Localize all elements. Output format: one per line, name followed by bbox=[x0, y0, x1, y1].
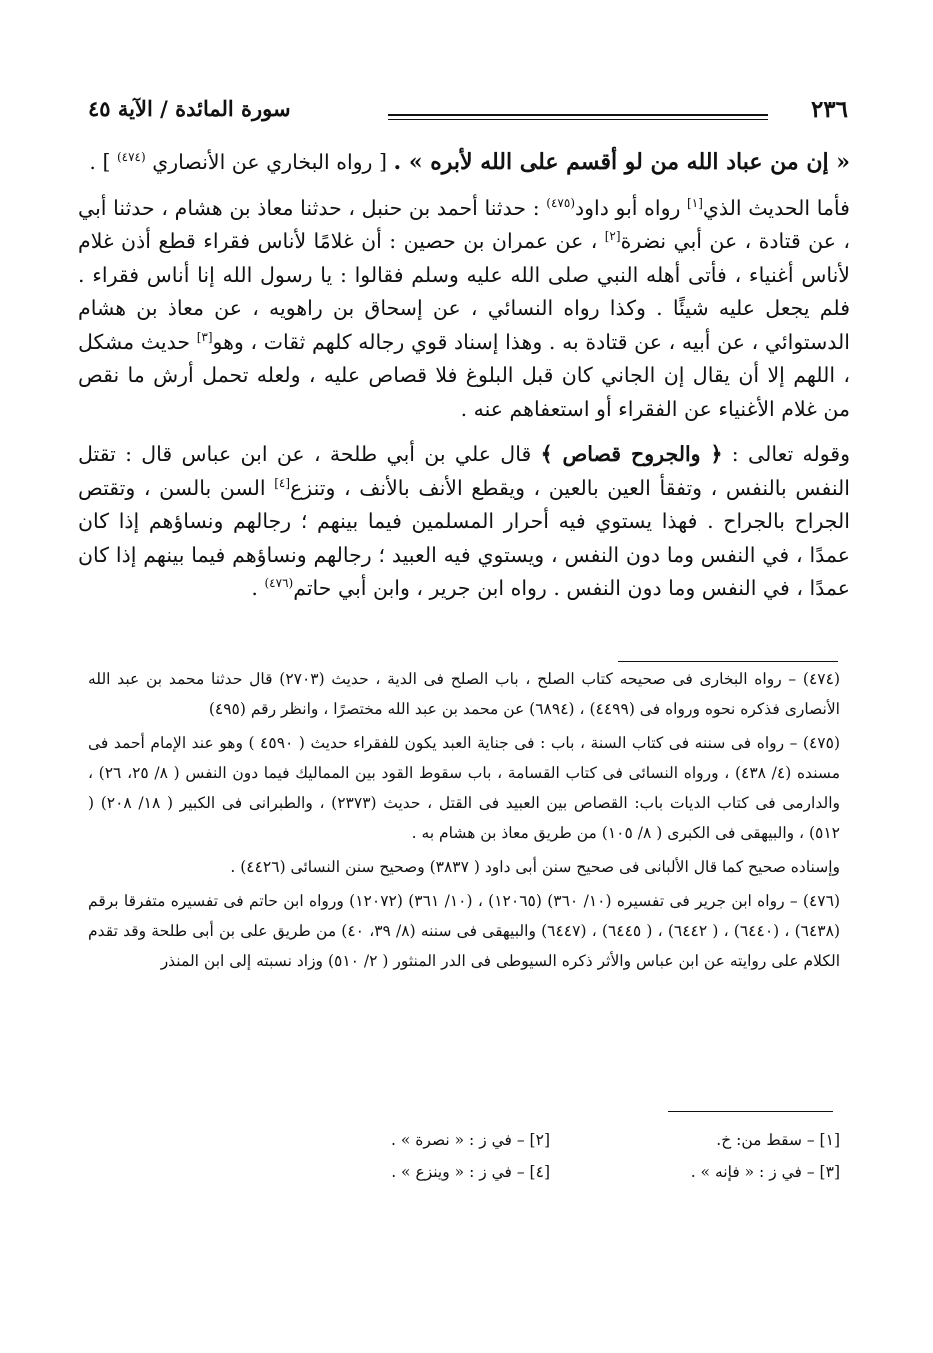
quran-quote: ﴿ والجروح قصاص ﴾ bbox=[540, 442, 723, 466]
text-span: [ رواه البخاري عن الأنصاري bbox=[152, 150, 387, 174]
text-span: السن بالسن ، وتقتص الجراح بالجراح . فهذا يستوي فيه أحرار المسلمين فيما بينهم ؛ رجالهم ونساؤهم إذا كان عمدًا ، في النفس وما دون النفس ، ويستوي فيه العبيد ؛ رجالهم ونساؤهم فيما بينهم إذا كان عمدًا ، في النفس وما دون النفس . رواه ابن جرير ، وابن أبي حاتم bbox=[78, 475, 850, 600]
page-number: ٢٣٦ bbox=[810, 96, 848, 123]
footnote-ref-474[interactable]: (٤٧٤) bbox=[116, 150, 146, 165]
text-span: قال علي بن أبي طلحة ، عن ابن عباس قال : تقتل النفس بالنفس ، وتفقأ العين بالعين ، ويقطع الأنف بالأنف ، وتنزع bbox=[78, 442, 850, 500]
text-span: ، عن عمران بن حصين : أن غلامًا لأناس فقراء قطع أذن غلام لأناس أغنياء ، فأتى أهله النبي صلى الله عليه وسلم فقالوا : يا رسول الله إنا أناس فقراء . فلم يجعل عليه شيئًا . وكذا رواه النسائي ، عن إسحاق بن راهويه ، عن معاذ بن هشام الدستوائي ، عن أبيه ، عن قتادة به . وهذا إسناد قوي رجاله كلهم ثقات ، وهو bbox=[78, 229, 850, 354]
page-header bbox=[88, 96, 848, 130]
variant-note-4: [٤] – في ز : « وينزع » . bbox=[391, 1163, 550, 1181]
manuscript-variants bbox=[220, 1124, 840, 1188]
variant-note-3: [٣] – في ز : « فإنه » . bbox=[690, 1163, 840, 1181]
header-rule bbox=[388, 114, 768, 120]
text-span: ] . bbox=[89, 150, 111, 174]
variants-divider bbox=[668, 1111, 833, 1112]
variant-ref-1[interactable]: [١] bbox=[687, 195, 703, 210]
footnote-ref-476[interactable]: (٤٧٦) bbox=[264, 576, 294, 591]
variant-note-2: [٢] – في ز : « نصرة » . bbox=[391, 1131, 550, 1149]
variant-ref-4[interactable]: [٤] bbox=[274, 475, 291, 490]
variant-note-1: [١] – سقط من: خ. bbox=[716, 1131, 840, 1149]
variants-row bbox=[220, 1156, 840, 1188]
text-span: رواه أبو داود bbox=[575, 195, 681, 220]
footnote-475-grading: وإسناده صحيح كما قال الألبانى فى صحيح سنن أبى داود ( ٣٨٣٧) وصحيح سنن النسائى (٤٤٢٦) . bbox=[230, 858, 840, 876]
paragraph-abu-dawud bbox=[78, 192, 850, 427]
text-span: : حدثنا أحمد بن حنبل ، حدثنا معاذ بن هشام ، حدثنا أبي ، عن قتادة ، عن أبي نضرة bbox=[78, 195, 850, 253]
main-text bbox=[78, 146, 850, 618]
hadith-quote: « إن من عباد الله من لو أقسم على الله لأبره » . bbox=[393, 149, 850, 175]
variant-ref-2[interactable]: [٢] bbox=[604, 229, 621, 244]
footnote-475: (٤٧٥) – رواه فى سننه فى كتاب السنة ، باب : فى جناية العبد يكون للفقراء حديث ( ٤٥٩٠ ) وهو عند الإمام أحمد فى مسنده (٤/ ٤٣٨) ، ورواه النسائى فى كتاب القسامة ، باب سقوط القود بين المماليك فيما دون النفس ( ٨/ ٢٥، ٢٦) ، والدارمى فى كتاب الديات باب: القصاص بين العبيد فى القتل ، حديث (٢٣٧٣) ، والطبرانى فى الكبير ( ١٨/ ٢٠٨) ( ٥١٢) ، والبيهقى فى الكبرى ( ٨/ ١٠٥) من طريق معاذ بن هشام به . bbox=[88, 734, 841, 842]
surah-title: سورة المائدة / الآية ٤٥ bbox=[88, 96, 291, 121]
paragraph-hadith bbox=[78, 146, 850, 180]
text-span: . bbox=[251, 576, 258, 600]
footnotes bbox=[88, 664, 840, 980]
variants-row bbox=[220, 1124, 840, 1156]
text-span: وقوله تعالى : bbox=[731, 442, 851, 466]
text-span: حديث مشكل ، اللهم إلا أن يقال إن الجاني كان قبل البلوغ فلا قصاص عليه ، ولعله تحمل أرش ما نقص من غلام الأغنياء عن الفقراء أو استعفاهم عنه . bbox=[78, 329, 850, 421]
footnote-ref-475[interactable]: (٤٧٥) bbox=[546, 195, 575, 210]
footnote-divider bbox=[618, 661, 838, 662]
variant-ref-3[interactable]: [٣] bbox=[196, 329, 213, 344]
footnote-474: (٤٧٤) – رواه البخارى فى صحيحه كتاب الصلح ، باب الصلح فى الدية ، حديث (٢٧٠٣) قال حدثنا محمد بن عبد الله الأنصارى فذكره نحوه ورواه فى (٤٤٩٩) ، (٦٨٩٤) عن محمد بن عبد الله مختصرًا ، وانظر رقم (٤٩٥) bbox=[88, 670, 840, 718]
text-span: فأما الحديث الذي bbox=[702, 195, 850, 220]
footnote-476: (٤٧٦) – رواه ابن جرير فى تفسيره (١٠/ ٣٦٠) (١٢٠٦٥) ، (١٠/ ٣٦١) (١٢٠٧٢) ورواه ابن حاتم فى تفسيره متفرقا برقم (٦٤٣٨) ، (٦٤٤٠) ، ( ٦٤٤٢) ، ( ٦٤٤٥) ، (٦٤٤٧) والبيهقى فى سننه (٨/ ٣٩، ٤٠) من طريق على بن أبى طلحة وقد تقدم الكلام على روايته عن ابن عباس والأثر ذكره السيوطى فى الدر المنثور ( ٢/ ٥١٠) وزاد نسبته إلى ابن المنذر bbox=[88, 892, 841, 970]
paragraph-qisas bbox=[78, 438, 850, 606]
